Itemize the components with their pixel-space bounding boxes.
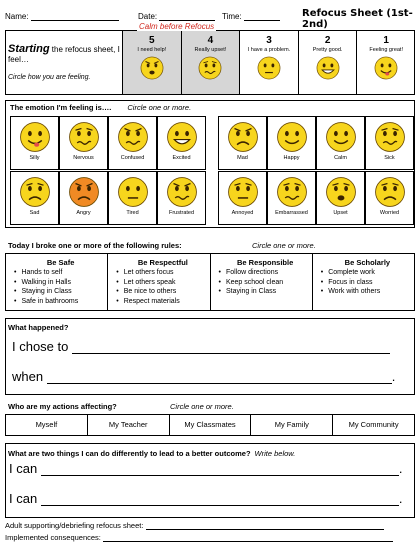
rules-column-2 — [108, 254, 210, 310]
emotion-label: Annoyed — [231, 210, 254, 216]
scale-number: 5 — [149, 35, 155, 46]
emotion-calm[interactable] — [316, 116, 365, 170]
embarrassed-face-icon — [268, 175, 315, 209]
chose-to-line[interactable] — [72, 353, 390, 354]
rule-item[interactable]: • Be nice to others — [116, 287, 209, 297]
date-field[interactable] — [138, 12, 215, 21]
rules-column-title: Be Safe — [46, 258, 75, 267]
emotion-tired[interactable] — [108, 171, 157, 225]
scale-label: Feeling great! — [369, 47, 403, 53]
calm-face-icon — [317, 120, 364, 154]
scale-face-icon — [182, 55, 240, 81]
emotion-happy[interactable] — [267, 116, 316, 170]
rule-item[interactable]: • Focus in class — [321, 278, 414, 288]
worried-face-icon — [366, 175, 413, 209]
scale-face-icon — [357, 55, 415, 81]
angry-face-icon — [60, 175, 107, 209]
confused-face-icon — [109, 120, 156, 154]
date-label: Date: — [138, 12, 158, 21]
time-line[interactable] — [244, 20, 280, 21]
adult-label: Adult supporting/debriefing refocus sheet: — [5, 521, 144, 530]
i-can-row-2[interactable] — [9, 491, 402, 506]
chose-to-row[interactable] — [12, 339, 390, 354]
scale-number: 2 — [324, 35, 331, 46]
affecting-option[interactable]: Myself — [6, 415, 88, 435]
scale-number: 3 — [266, 35, 272, 46]
name-line[interactable] — [31, 20, 119, 21]
scale-level-5[interactable] — [122, 31, 181, 94]
emotion-frustrated[interactable] — [157, 171, 206, 225]
affecting-option[interactable]: My Classmates — [170, 415, 252, 435]
emotion-circle-note: Circle one or more. — [127, 103, 192, 112]
rule-item[interactable]: • Walking in Halls — [14, 278, 107, 288]
name-field[interactable] — [5, 12, 119, 21]
emotion-label: Frustrated — [168, 210, 195, 216]
silly-face-icon — [11, 120, 58, 154]
scale-face-icon — [299, 55, 357, 81]
rule-item[interactable]: • Let others focus — [116, 268, 209, 278]
emotion-label: Sick — [384, 155, 395, 161]
time-label: Time: — [222, 12, 242, 21]
rules-column-title: Be Responsible — [236, 258, 294, 267]
date-line[interactable] — [159, 20, 215, 21]
emotion-label: Upset — [333, 210, 348, 216]
excited-face-icon — [158, 120, 205, 154]
consequences-field[interactable] — [5, 533, 393, 542]
rule-item[interactable]: • Work with others — [321, 287, 414, 297]
rules-column-4 — [313, 254, 414, 310]
emotion-label: Silly — [29, 155, 40, 161]
rules-column-3 — [211, 254, 313, 310]
time-field[interactable] — [222, 12, 280, 21]
nervous-face-icon — [60, 120, 107, 154]
rule-item[interactable]: • Follow directions — [219, 268, 312, 278]
emotion-label: Embarrassed — [275, 210, 308, 216]
two-things-write-note: Write below. — [254, 449, 296, 458]
emotion-label: Happy — [283, 155, 300, 161]
affecting-option[interactable]: My Community — [348, 420, 399, 429]
rule-item[interactable]: • Safe in bathrooms — [14, 297, 107, 307]
emotion-sick[interactable] — [365, 116, 414, 170]
consequences-line[interactable] — [103, 541, 393, 542]
emotion-label: Worried — [379, 210, 400, 216]
emotion-nervous[interactable] — [59, 116, 108, 170]
what-happened-heading: What happened? — [8, 323, 69, 332]
i-can-label-1: I can — [9, 461, 38, 476]
scale-number: 4 — [207, 35, 214, 46]
scale-face-icon — [240, 55, 298, 81]
emotion-sad[interactable] — [10, 171, 59, 225]
scale-face-icon — [123, 55, 181, 81]
i-can-period-1: . — [398, 461, 403, 476]
scale-label: Pretty good. — [312, 47, 343, 53]
affecting-option[interactable]: My Family — [251, 415, 333, 435]
i-can-line-1[interactable] — [41, 475, 399, 476]
rules-circle-note: Circle one or more. — [252, 241, 316, 250]
emotion-silly[interactable] — [10, 116, 59, 170]
chose-to-label: I chose to — [12, 339, 69, 354]
adult-field[interactable] — [5, 521, 384, 530]
mad-face-icon — [219, 120, 266, 154]
scale-level-4[interactable] — [181, 31, 240, 94]
tired-face-icon — [109, 175, 156, 209]
affecting-heading: Who are my actions affecting? — [8, 402, 117, 411]
emotion-mad[interactable] — [218, 116, 267, 170]
rule-item[interactable]: • Staying in Class — [14, 287, 107, 297]
emotion-label: Tired — [126, 210, 139, 216]
emotion-upset[interactable] — [316, 171, 365, 225]
when-period: . — [391, 369, 396, 384]
emotion-excited[interactable] — [157, 116, 206, 170]
rules-column-title: Be Respectful — [137, 258, 188, 267]
emotion-angry[interactable] — [59, 171, 108, 225]
scale-label: Really upset! — [194, 47, 227, 53]
affecting-circle-note: Circle one or more. — [170, 402, 234, 411]
when-line[interactable] — [47, 383, 392, 384]
two-things-heading — [8, 449, 295, 458]
rules-column-title: Be Scholarly — [344, 258, 391, 267]
name-label: Name: — [5, 12, 29, 21]
rules-column-1 — [6, 254, 108, 310]
emotion-label: Calm — [334, 155, 347, 161]
emotion-label: Sad — [29, 210, 40, 216]
circle-note: Circle how you are feeling. — [8, 74, 91, 81]
emotion-confused[interactable] — [108, 116, 157, 170]
when-label: when — [12, 369, 44, 384]
i-can-period-2: . — [398, 491, 403, 506]
rule-item[interactable]: • Respect materials — [116, 297, 209, 307]
emotion-label: Excited — [172, 155, 191, 161]
rule-item[interactable]: • Hands to self — [14, 268, 107, 278]
page-title: Refocus Sheet (1st-2nd) — [302, 8, 413, 30]
scale-label: I have a problem. — [247, 47, 291, 53]
starting-rest: the refocus sheet, I feel… — [8, 45, 120, 64]
rules-heading: Today I broke one or more of the following rules: — [8, 241, 182, 250]
emotion-label: Confused — [120, 155, 145, 161]
consequences-label: Implemented consequences: — [5, 533, 101, 542]
emotion-annoyed[interactable] — [218, 171, 267, 225]
emotion-label: Angry — [76, 210, 91, 216]
scale-level-3[interactable] — [239, 31, 298, 94]
emotion-embarrassed[interactable] — [267, 171, 316, 225]
emotion-heading-text: The emotion I'm feeling is…. — [10, 103, 112, 112]
emotion-heading — [10, 103, 191, 112]
annoyed-face-icon — [219, 175, 266, 209]
happy-face-icon — [268, 120, 315, 154]
i-can-label-2: I can — [9, 491, 38, 506]
rules-table — [5, 253, 415, 311]
frustrated-face-icon — [158, 175, 205, 209]
starting-bold: Starting — [8, 43, 50, 55]
two-things-heading-text: What are two things I can do differently to lead to a better outcome? — [8, 449, 251, 458]
sad-face-icon — [11, 175, 58, 209]
sick-face-icon — [366, 120, 413, 154]
when-row[interactable] — [12, 369, 395, 384]
i-can-row-1[interactable] — [9, 461, 402, 476]
rule-item[interactable]: • Staying in Class — [219, 287, 312, 297]
i-can-line-2[interactable] — [41, 505, 399, 506]
scale-level-2[interactable] — [298, 31, 357, 94]
scale-level-1[interactable] — [356, 31, 415, 94]
calm-note: Calm before Refocus — [139, 22, 215, 31]
rule-item[interactable]: • Complete work — [321, 268, 414, 278]
rule-item[interactable]: • Let others speak — [116, 278, 209, 288]
emotion-worried[interactable] — [365, 171, 414, 225]
affecting-options — [5, 414, 415, 436]
affecting-option[interactable]: My Teacher — [88, 415, 170, 435]
adult-line[interactable] — [146, 529, 384, 530]
upset-face-icon — [317, 175, 364, 209]
starting-prompt — [8, 44, 120, 83]
scale-number: 1 — [383, 35, 389, 46]
emotion-label: Nervous — [73, 155, 94, 161]
emotion-label: Mad — [237, 155, 248, 161]
rule-item[interactable]: • Keep school clean — [219, 278, 312, 288]
scale-label: I need help! — [137, 47, 167, 53]
